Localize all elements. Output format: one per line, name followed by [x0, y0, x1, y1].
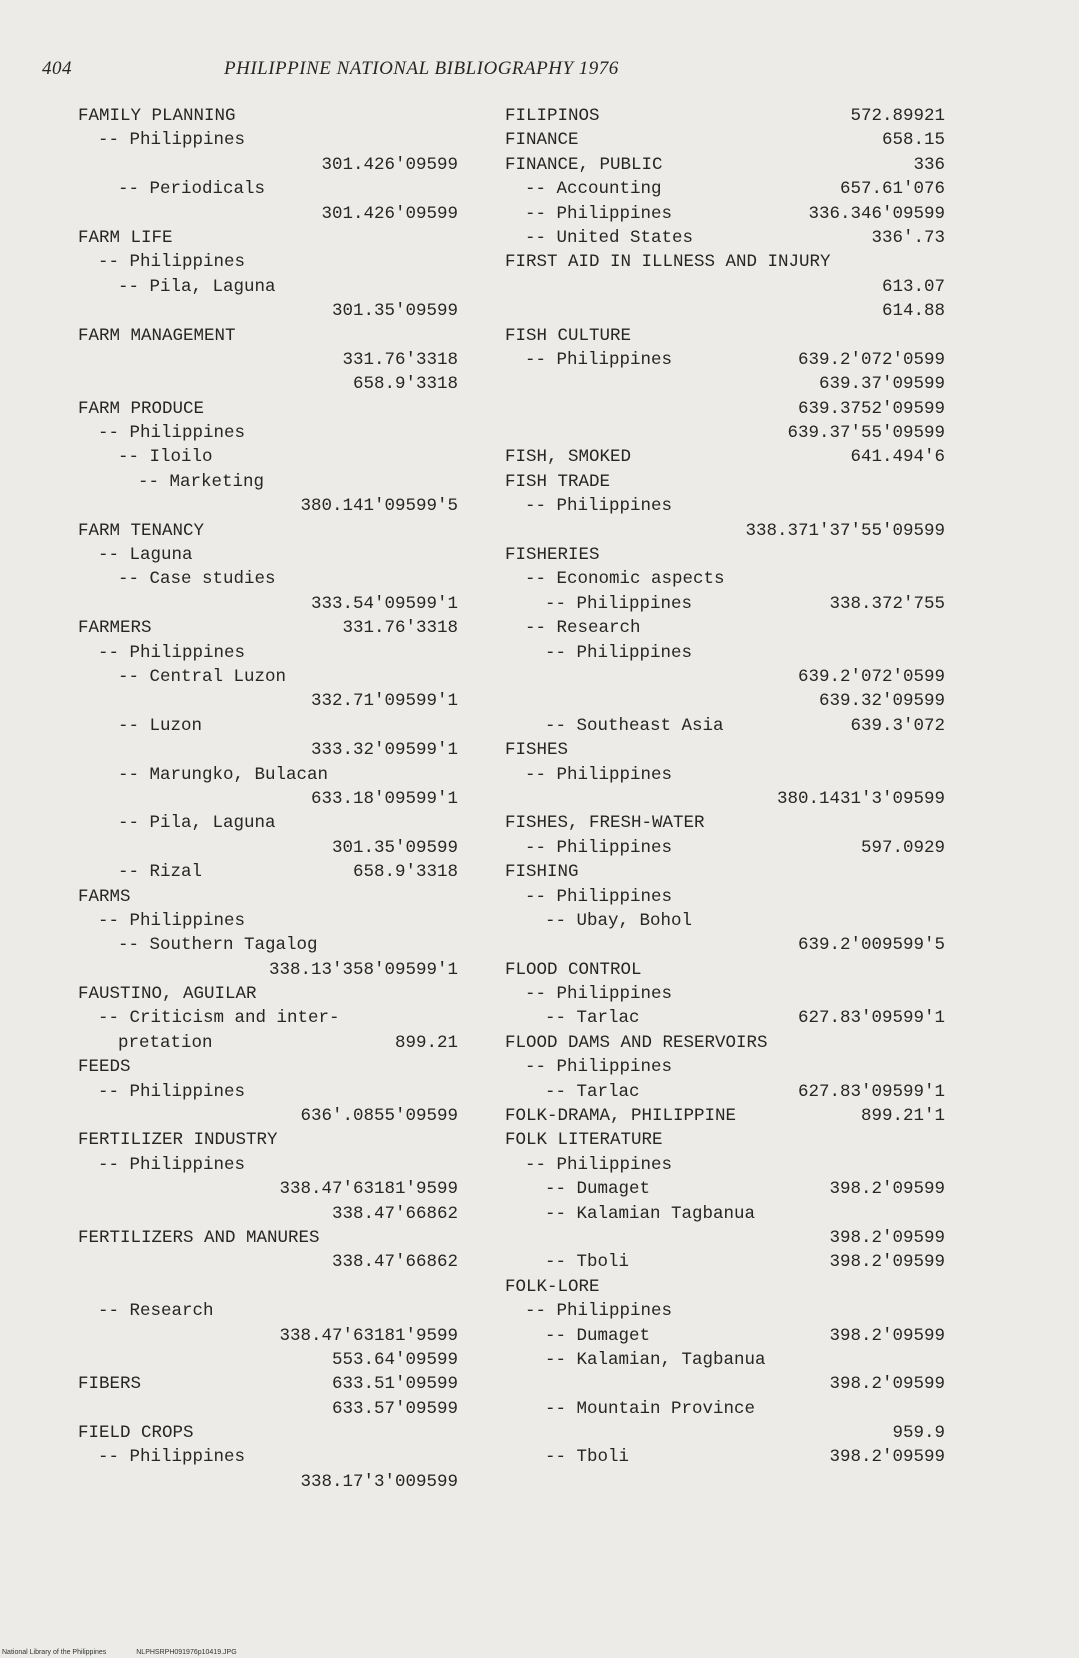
- index-entry: [78, 836, 458, 860]
- call-number: 332.71'09599'1: [310, 691, 458, 712]
- page-footer: [2, 1649, 265, 1656]
- entry-heading: FEEDS: [78, 1057, 131, 1078]
- index-entry: [505, 958, 945, 982]
- entry-heading: FARM TENANCY: [78, 520, 205, 541]
- index-entry: [78, 250, 458, 274]
- call-number: 338.371'37'55'09599: [745, 520, 945, 541]
- index-entry: [505, 763, 945, 787]
- index-entry: [78, 787, 458, 811]
- index-entry: [505, 1445, 945, 1469]
- call-number: 639.2'009599'5: [797, 935, 945, 956]
- entry-heading: FIRST AID IN ILLNESS AND INJURY: [505, 252, 831, 273]
- footer-library: National Library of the Philippines: [2, 1649, 107, 1656]
- entry-heading: -- Luzon: [118, 715, 203, 736]
- index-entry: [505, 299, 945, 323]
- index-entry: [505, 543, 945, 567]
- index-entry: [505, 470, 945, 494]
- index-entry: [78, 397, 458, 421]
- call-number: 639.3'072: [850, 715, 945, 736]
- right-column: [505, 104, 945, 1470]
- index-entry: [78, 1470, 458, 1494]
- index-entry: [505, 1202, 945, 1226]
- call-number: 639.3752'09599: [797, 398, 945, 419]
- call-number: 301.426'09599: [321, 154, 458, 175]
- entry-heading: -- United States: [525, 227, 694, 248]
- index-entry: [78, 153, 458, 177]
- entry-heading: -- Philippines: [98, 130, 246, 151]
- index-entry: [78, 1275, 458, 1299]
- entry-heading: -- Philippines: [98, 1081, 246, 1102]
- entry-heading: FARMERS: [78, 618, 152, 639]
- call-number: 336'.73: [871, 227, 945, 248]
- call-number: 658.9'3318: [352, 374, 458, 395]
- entry-heading: FISHING: [505, 862, 579, 883]
- entry-heading: -- Criticism and inter-: [98, 1008, 340, 1029]
- entry-heading: -- Periodicals: [118, 179, 266, 200]
- index-entry: [505, 616, 945, 640]
- index-entry: [505, 860, 945, 884]
- call-number: 338.47'66862: [331, 1203, 458, 1224]
- index-entry: [78, 372, 458, 396]
- entry-heading: -- Mountain Province: [545, 1398, 756, 1419]
- call-number: 338.17'3'009599: [300, 1471, 458, 1492]
- entry-heading: -- Philippines: [525, 984, 673, 1005]
- entry-heading: -- Philippines: [525, 1057, 673, 1078]
- index-entry: [505, 1153, 945, 1177]
- entry-heading: FINANCE, PUBLIC: [505, 154, 663, 175]
- index-entry: [78, 1250, 458, 1274]
- call-number: 639.2'072'0599: [797, 349, 945, 370]
- index-entry: [78, 1128, 458, 1152]
- entry-heading: -- Philippines: [545, 593, 693, 614]
- index-entry: [78, 519, 458, 543]
- entry-heading: -- Laguna: [98, 545, 193, 566]
- left-column: [78, 104, 458, 1494]
- index-entry: [78, 1055, 458, 1079]
- call-number: 398.2'09599: [829, 1252, 945, 1273]
- index-entry: [505, 714, 945, 738]
- index-entry: [78, 958, 458, 982]
- index-entry: [505, 1299, 945, 1323]
- index-entry: [505, 1006, 945, 1030]
- entry-heading: -- Central Luzon: [118, 666, 287, 687]
- index-entry: [505, 1177, 945, 1201]
- index-entry: [78, 1226, 458, 1250]
- index-entry: [78, 714, 458, 738]
- entry-heading: -- Ubay, Bohol: [545, 910, 693, 931]
- index-entry: [78, 202, 458, 226]
- index-entry: [78, 1324, 458, 1348]
- entry-heading: FISH, SMOKED: [505, 447, 632, 468]
- index-entry: [78, 299, 458, 323]
- index-entry: [505, 519, 945, 543]
- entry-heading: -- Case studies: [118, 569, 276, 590]
- index-entry: [78, 1372, 458, 1396]
- entry-heading: FERTILIZER INDUSTRY: [78, 1130, 278, 1151]
- index-entry: [78, 909, 458, 933]
- index-entry: [78, 1104, 458, 1128]
- index-entry: [505, 1226, 945, 1250]
- index-entry: [78, 738, 458, 762]
- entry-heading: FARM LIFE: [78, 227, 173, 248]
- index-entry: [505, 567, 945, 591]
- call-number: 899.21: [394, 1032, 458, 1053]
- entry-heading: -- Tarlac: [545, 1008, 640, 1029]
- call-number: 333.32'09599'1: [310, 740, 458, 761]
- call-number: 301.35'09599: [331, 837, 458, 858]
- index-entry: [78, 616, 458, 640]
- entry-heading: -- Philippines: [525, 886, 673, 907]
- index-entry: [505, 104, 945, 128]
- index-entry: [78, 275, 458, 299]
- index-entry: [505, 250, 945, 274]
- index-entry: [505, 202, 945, 226]
- call-number: 338.47'66862: [331, 1252, 458, 1273]
- index-entry: [78, 348, 458, 372]
- entry-heading: FISH CULTURE: [505, 325, 632, 346]
- call-number: 633.51'09599: [331, 1374, 458, 1395]
- call-number: 641.494'6: [850, 447, 945, 468]
- call-number: 627.83'09599'1: [797, 1081, 945, 1102]
- page-number: 404: [42, 58, 72, 79]
- index-entry: [505, 421, 945, 445]
- page-title: PHILIPPINE NATIONAL BIBLIOGRAPHY 1976: [224, 58, 619, 79]
- call-number: 597.0929: [860, 837, 945, 858]
- footer-file: NLPHSRPH091976p10419.JPG: [136, 1649, 237, 1656]
- index-entry: [78, 1153, 458, 1177]
- index-entry: [505, 445, 945, 469]
- entry-heading: -- Pila, Laguna: [118, 276, 276, 297]
- index-entry: [505, 982, 945, 1006]
- entry-heading: FINANCE: [505, 130, 579, 151]
- entry-heading: -- Tarlac: [545, 1081, 640, 1102]
- entry-heading: FISH TRADE: [505, 471, 611, 492]
- index-entry: [505, 177, 945, 201]
- entry-heading: -- Accounting: [525, 179, 662, 200]
- index-entry: [505, 909, 945, 933]
- index-entry: [78, 445, 458, 469]
- index-entry: [505, 226, 945, 250]
- entry-heading: -- Kalamian, Tagbanua: [545, 1349, 766, 1370]
- index-entry: [78, 982, 458, 1006]
- index-entry: [78, 1445, 458, 1469]
- entry-heading: -- Philippines: [525, 496, 673, 517]
- call-number: 553.64'09599: [331, 1349, 458, 1370]
- index-entry: [505, 811, 945, 835]
- entry-heading: FOLK-LORE: [505, 1276, 600, 1297]
- index-entry: [505, 1324, 945, 1348]
- entry-heading: -- Tboli: [545, 1447, 630, 1468]
- index-entry: [505, 275, 945, 299]
- call-number: 398.2'09599: [829, 1179, 945, 1200]
- entry-heading: -- Dumaget: [545, 1325, 651, 1346]
- index-entry: [78, 763, 458, 787]
- entry-heading: -- Philippines: [525, 203, 673, 224]
- entry-heading: FLOOD CONTROL: [505, 959, 642, 980]
- index-entry: [505, 1397, 945, 1421]
- index-entry: [505, 1031, 945, 1055]
- call-number: 336.346'09599: [808, 203, 945, 224]
- entry-heading: FLOOD DAMS AND RESERVOIRS: [505, 1032, 768, 1053]
- call-number: 331.76'3318: [342, 349, 458, 370]
- call-number: 398.2'09599: [829, 1447, 945, 1468]
- call-number: 639.37'55'09599: [787, 423, 945, 444]
- entry-heading: FOLK LITERATURE: [505, 1130, 663, 1151]
- call-number: 959.9: [892, 1423, 945, 1444]
- index-entry: [78, 885, 458, 909]
- entry-heading: -- Marketing: [138, 471, 265, 492]
- entry-heading: -- Marungko, Bulacan: [118, 764, 329, 785]
- index-entry: [505, 324, 945, 348]
- index-entry: [505, 1104, 945, 1128]
- call-number: 380.141'09599'5: [300, 496, 458, 517]
- index-entry: [78, 567, 458, 591]
- entry-heading: FERTILIZERS AND MANURES: [78, 1227, 320, 1248]
- entry-heading: FARM MANAGEMENT: [78, 325, 236, 346]
- entry-heading: FIBERS: [78, 1374, 142, 1395]
- entry-heading: FISHERIES: [505, 545, 600, 566]
- entry-heading: -- Southern Tagalog: [118, 935, 318, 956]
- index-entry: [78, 1202, 458, 1226]
- call-number: 627.83'09599'1: [797, 1008, 945, 1029]
- entry-heading: FAMILY PLANNING: [78, 106, 236, 126]
- index-entry: [505, 1275, 945, 1299]
- index-entry: [505, 348, 945, 372]
- entry-heading: FARMS: [78, 886, 131, 907]
- index-entry: [505, 689, 945, 713]
- call-number: 336: [913, 154, 945, 175]
- index-entry: [505, 592, 945, 616]
- index-entry: [505, 738, 945, 762]
- index-entry: [78, 689, 458, 713]
- entry-heading: -- Philippines: [525, 349, 673, 370]
- entry-heading: -- Rizal: [118, 862, 203, 883]
- entry-heading: -- Philippines: [525, 1154, 673, 1175]
- entry-heading: -- Philippines: [525, 1301, 673, 1322]
- index-entry: [78, 811, 458, 835]
- entry-heading: -- Pila, Laguna: [118, 813, 276, 834]
- index-entry: [78, 543, 458, 567]
- call-number: 633.57'09599: [331, 1398, 458, 1419]
- entry-heading: -- Southeast Asia: [545, 715, 724, 736]
- index-entry: [78, 592, 458, 616]
- index-entry: [78, 494, 458, 518]
- entry-heading: -- Iloilo: [118, 447, 213, 468]
- index-entry: [78, 860, 458, 884]
- call-number: 338.372'755: [829, 593, 945, 614]
- index-entry: [78, 1348, 458, 1372]
- call-number: 333.54'09599'1: [310, 593, 458, 614]
- entry-heading: -- Philippines: [98, 642, 246, 663]
- entry-heading: -- Kalamian Tagbanua: [545, 1203, 756, 1224]
- entry-heading: FISHES, FRESH-WATER: [505, 813, 705, 834]
- call-number: 301.35'09599: [331, 301, 458, 322]
- entry-heading: FAUSTINO, AGUILAR: [78, 984, 257, 1005]
- call-number: 380.1431'3'09599: [776, 788, 945, 809]
- index-entry: [78, 177, 458, 201]
- entry-heading: -- Philippines: [98, 1447, 246, 1468]
- call-number: 398.2'09599: [829, 1374, 945, 1395]
- call-number: 657.61'076: [839, 179, 945, 200]
- index-entry: [505, 787, 945, 811]
- index-entry: [505, 641, 945, 665]
- index-entry: [505, 836, 945, 860]
- index-entry: [505, 128, 945, 152]
- index-entry: [505, 933, 945, 957]
- call-number: 899.21'1: [860, 1106, 945, 1127]
- entry-heading: FILIPINOS: [505, 106, 600, 126]
- index-entry: [505, 1421, 945, 1445]
- entry-heading: FOLK-DRAMA, PHILIPPINE: [505, 1106, 737, 1127]
- index-entry: [505, 665, 945, 689]
- call-number: 301.426'09599: [321, 203, 458, 224]
- index-entry: [78, 421, 458, 445]
- index-entry: [78, 128, 458, 152]
- index-entry: [78, 665, 458, 689]
- entry-heading: -- Research: [98, 1301, 214, 1322]
- index-entry: [78, 1397, 458, 1421]
- call-number: 639.37'09599: [818, 374, 945, 395]
- call-number: 398.2'09599: [829, 1325, 945, 1346]
- entry-heading: -- Philippines: [98, 1154, 246, 1175]
- entry-heading: -- Economic aspects: [525, 569, 725, 590]
- call-number: 331.76'3318: [342, 618, 458, 639]
- call-number: 572.89921: [850, 106, 945, 126]
- call-number: 338.47'63181'9599: [279, 1179, 458, 1200]
- entry-heading: FARM PRODUCE: [78, 398, 205, 419]
- index-entry: [505, 372, 945, 396]
- entry-heading: -- Research: [525, 618, 641, 639]
- index-entry: [78, 1031, 458, 1055]
- entry-heading: FISHES: [505, 740, 569, 761]
- index-entry: [505, 153, 945, 177]
- index-entry: [505, 1348, 945, 1372]
- index-entry: [78, 1006, 458, 1030]
- entry-heading: pretation: [118, 1032, 213, 1053]
- index-entry: [505, 1128, 945, 1152]
- index-entry: [78, 1421, 458, 1445]
- call-number: 633.18'09599'1: [310, 788, 458, 809]
- entry-heading: -- Philippines: [525, 764, 673, 785]
- call-number: 658.9'3318: [352, 862, 458, 883]
- index-entry: [78, 933, 458, 957]
- call-number: 636'.0855'09599: [300, 1106, 458, 1127]
- index-entry: [78, 641, 458, 665]
- call-number: 658.15: [881, 130, 945, 151]
- entry-heading: -- Dumaget: [545, 1179, 651, 1200]
- entry-heading: -- Philippines: [525, 837, 673, 858]
- entry-heading: -- Tboli: [545, 1252, 630, 1273]
- entry-heading: -- Philippines: [98, 423, 246, 444]
- call-number: 338.13'358'09599'1: [268, 959, 458, 980]
- call-number: 639.2'072'0599: [797, 666, 945, 687]
- index-entry: [505, 1250, 945, 1274]
- index-entry: [78, 1299, 458, 1323]
- index-entry: [78, 470, 458, 494]
- index-entry: [505, 885, 945, 909]
- entry-heading: -- Philippines: [545, 642, 693, 663]
- index-entry: [505, 494, 945, 518]
- index-entry: [78, 324, 458, 348]
- call-number: 613.07: [881, 276, 945, 297]
- index-entry: [505, 1372, 945, 1396]
- call-number: 398.2'09599: [829, 1227, 945, 1248]
- index-entry: [505, 1080, 945, 1104]
- call-number: 338.47'63181'9599: [279, 1325, 458, 1346]
- index-entry: [78, 1177, 458, 1201]
- index-entry: [505, 1055, 945, 1079]
- index-entry: [78, 1080, 458, 1104]
- index-entry: [505, 397, 945, 421]
- entry-heading: -- Philippines: [98, 252, 246, 273]
- entry-heading: FIELD CROPS: [78, 1423, 194, 1444]
- call-number: 639.32'09599: [818, 691, 945, 712]
- index-entry: [78, 226, 458, 250]
- index-entry: [78, 104, 458, 128]
- call-number: 614.88: [881, 301, 945, 322]
- entry-heading: -- Philippines: [98, 910, 246, 931]
